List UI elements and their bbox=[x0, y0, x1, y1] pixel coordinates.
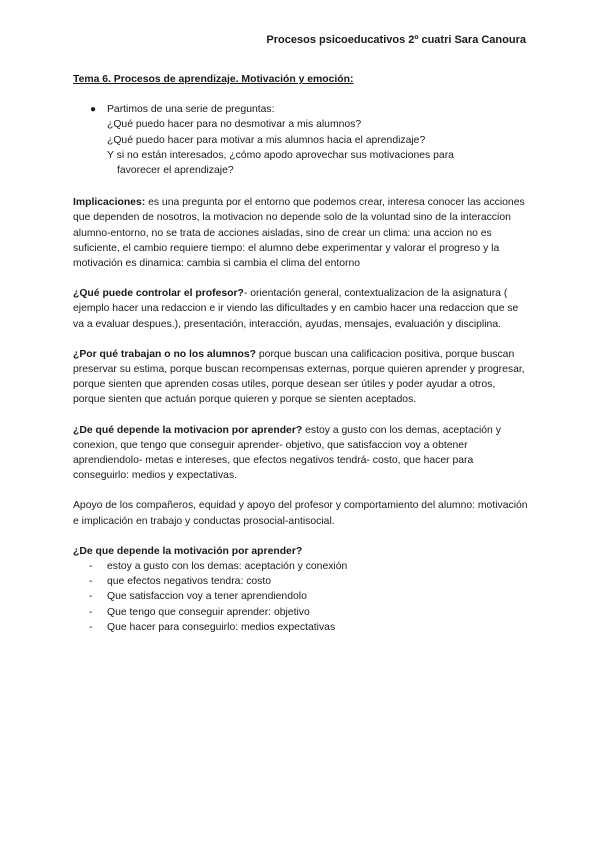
final-section-heading: ¿De que depende la motivación por aprender? bbox=[73, 545, 303, 557]
paragraph-text: porque buscan una calificacion positiva, porque buscan preservar su estima, porque buscan recompensas externas, porque quieren aprender y progresar, porque sienten que aprenden cosas utiles, porque desean ser útiles y poder ayudar a otros, porque sienten que actuán porque quieren y porque se sienten aceptados. bbox=[73, 348, 525, 406]
paragraph-label: ¿De qué depende la motivacion por aprender? bbox=[73, 424, 303, 436]
list-item: - Que satisfaccion voy a tener aprendiendolo bbox=[73, 589, 528, 604]
intro-line: ¿Qué puedo hacer para no desmotivar a mis alumnos? bbox=[107, 119, 362, 131]
paragraph-alumnos bbox=[73, 347, 528, 408]
section-title: Tema 6. Procesos de aprendizaje. Motivación y emoción: bbox=[73, 74, 354, 85]
list-item: - Que hacer para conseguirlo: medios expectativas bbox=[73, 620, 528, 635]
final-section-list bbox=[73, 559, 528, 635]
paragraph-profesor bbox=[73, 286, 528, 332]
paragraph-apoyo bbox=[73, 498, 528, 528]
dash-bullet: - bbox=[89, 606, 93, 618]
paragraph-text: estoy a gusto con los demas, aceptación y conexion, que tengo que conseguir aprender- objetivo, que satisfaccion voy a obtener aprendiendolo- metas e intereses, que efectos negativos tendrá- costo, que hacer para conseguirlo: medios y expectativas. bbox=[73, 424, 501, 482]
dash-bullet: - bbox=[89, 576, 93, 588]
list-item: - que efectos negativos tendra: costo bbox=[73, 574, 528, 589]
paragraph-motivacion bbox=[73, 423, 528, 484]
paragraph-implicaciones bbox=[73, 195, 528, 271]
intro-bullet bbox=[73, 102, 528, 178]
paragraph-label: ¿Por qué trabajan o no los alumnos? bbox=[73, 348, 257, 360]
paragraph-label: ¿Qué puede controlar el profesor? bbox=[73, 288, 244, 300]
bullet-dot-icon: ● bbox=[90, 104, 97, 116]
list-item: - estoy a gusto con los demas: aceptación y conexión bbox=[73, 559, 528, 574]
intro-line: ¿Qué puedo hacer para motivar a mis alumnos hacia el aprendizaje? bbox=[107, 134, 426, 146]
intro-line: Partimos de una serie de preguntas: bbox=[107, 104, 275, 116]
paragraph-label: Implicaciones: bbox=[73, 197, 146, 209]
intro-line: favorecer el aprendizaje? bbox=[117, 165, 234, 177]
intro-line: Y si no están interesados, ¿cómo apodo aprovechar sus motivaciones para bbox=[107, 149, 454, 161]
paragraph-text: Apoyo de los compañeros, equidad y apoyo del profesor y comportamiento del alumno: motivación e implicación en trabajo y conductas prosocial-antisocial. bbox=[73, 500, 528, 527]
document-body bbox=[73, 72, 528, 635]
paragraph-text: es una pregunta por el entorno que podemos crear, interesa conocer las acciones que dependen de nosotros, la motivacion no depende solo de la voluntad sino de la interaccion alumno-entorno, no se trata de acciones aisladas, sino de crear un clima: una accion no es suficiente, el cambio requiere tiempo: el alumno debe experimentar y valorar el progreso y la motivación es dinamica: cambia si cambia el clima del entorno bbox=[73, 197, 525, 270]
dash-bullet: - bbox=[89, 561, 93, 573]
dash-bullet: - bbox=[89, 591, 93, 603]
list-item: - Que tengo que conseguir aprender: objetivo bbox=[73, 605, 528, 620]
paragraph-text: - orientación general, contextualizacion de la asignatura ( ejemplo hacer una redaccion e ir viendo las dificultades y en cambio hacer una redaccion que se va a evaluar despues.), presentación, interacción, ayudas, mensajes, evaluación y disciplina. bbox=[73, 288, 519, 330]
page-header: Procesos psicoeducativos 2º cuatri Sara Canoura bbox=[266, 34, 526, 46]
dash-bullet: - bbox=[89, 621, 93, 633]
